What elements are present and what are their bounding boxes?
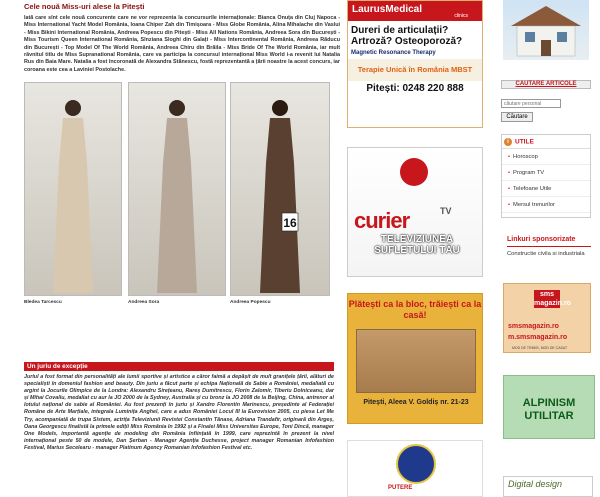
jury-heading: Un juriu de excepție bbox=[24, 362, 334, 371]
laurus-medical-ad[interactable] bbox=[347, 0, 483, 128]
utile-item-mersul-trenurilor[interactable]: • Mersul trenurilor bbox=[502, 197, 590, 213]
bloc-title: Plătești ca la bloc, trăiești ca la casă! bbox=[348, 299, 482, 320]
info-icon: i bbox=[504, 138, 512, 146]
sponsored-link[interactable]: Constructie civila si industriala bbox=[507, 251, 585, 257]
photo-gallery bbox=[24, 82, 340, 312]
search-button[interactable]: Căutare bbox=[501, 112, 533, 122]
bloc-ad[interactable] bbox=[347, 293, 483, 424]
house-ad-image[interactable] bbox=[503, 0, 589, 60]
utile-item-program-tv[interactable]: • Program TV bbox=[502, 165, 590, 181]
sponsored-links-divider bbox=[507, 246, 591, 247]
sms-line-2: m.smsmagazin.ro bbox=[508, 334, 568, 341]
laurus-brand-name: LaurusMedical bbox=[352, 4, 423, 15]
photo-3[interactable] bbox=[230, 82, 330, 296]
putere-logo-icon bbox=[396, 444, 436, 484]
sms-magazin-ad[interactable] bbox=[503, 283, 591, 353]
sidebar bbox=[497, 0, 600, 497]
sms-line-1: smsmagazin.ro bbox=[508, 323, 559, 330]
utile-box bbox=[501, 134, 591, 218]
ads-column bbox=[347, 0, 485, 497]
laurus-brand bbox=[348, 1, 482, 21]
sms-logo: sms magazin.ro bbox=[534, 291, 571, 307]
photo-caption-3: Andreea Popescu bbox=[230, 300, 271, 306]
photo-caption-1: Bledea Tarcescu bbox=[24, 300, 62, 306]
alpinism-ad[interactable] bbox=[503, 375, 595, 439]
building-image bbox=[356, 329, 476, 393]
laurus-mrt: Magnetic Resonance Therapy bbox=[351, 50, 436, 56]
search-input[interactable] bbox=[501, 99, 561, 108]
laurus-therapy: Terapie Unică în România MBST bbox=[348, 59, 482, 81]
putere-ad[interactable] bbox=[347, 440, 483, 497]
curier-logo-icon bbox=[400, 158, 428, 186]
utile-heading bbox=[502, 135, 590, 149]
alpinism-text: ALPINISM UTILITAR bbox=[522, 397, 576, 422]
sms-line-3: MOD DE TRIMIS, MOD DE CASAT bbox=[512, 346, 568, 350]
search-section-heading: CAUTARE ARTICOLE bbox=[501, 80, 591, 89]
photo-2[interactable] bbox=[128, 82, 226, 296]
main-column bbox=[24, 0, 340, 497]
sponsored-links-heading: Linkuri sponsorizate bbox=[507, 236, 576, 243]
utile-heading-label: UTILE bbox=[515, 138, 534, 146]
jury-body: Juriul a fost format din personalități ale lumii sportive și artistice a căror faimă a depășit de mult granițele țării, alături de specialiști în domeniul fashion and beauty. Din juriu a făcut parte și echipa Națională de Sabie a României, medaliată cu argint la Jocurile Olimpice de la Londra: Alexandru Sirețeanu, Rareș Dumitrescu, Florin Zalomir, Tiberiu Dolniceanu, dar și Mihai Covaliu, medaliat cu aur la JO 2000 de la Sydney, Australia și cu bronz la JO 2008 de la Beijing, China, antrenor al lotului național de sabie al României. Au fost prezenți în juriu și Xandro Florentin Marinescu, președinte al Federației Române de Arte Marțiale, integrala Luminița Anghel, care a adus României Locul III la Eurovision 2005, cu piesa Let Me Try, acompaniată de trupa Sistem, actrița Televiziunii Revistei Constantin Tănase, Adriana Trandafir, originară din Argeș, Oana Georgescu finalistă la primele ediții Miss România în 1992 și a Finalei Miss Universitas Europe, Toni Dincă, manager One Models, importantă agenție de modeling din România înființată în 1999, care reprezintă în prezent la nivel internațional peste 50 de modele, Dan Șerban - Manager Agenția Duchesse, project manager Romanian Infofashion Festival, Marius Secelearu - manager Platinum Agency Romanian Infofashion Festival etc. bbox=[24, 374, 334, 451]
photo-1[interactable] bbox=[24, 82, 122, 296]
curier-tv: TV bbox=[440, 206, 452, 216]
bloc-address: Pitești, Aleea V. Goldiș nr. 21-23 bbox=[363, 399, 469, 406]
laurus-phone: Pitești: 0248 220 888 bbox=[366, 83, 464, 94]
curier-tv-ad[interactable] bbox=[347, 147, 483, 277]
utile-item-horoscop[interactable]: • Horoscop bbox=[502, 149, 590, 165]
laurus-question: Dureri de articulații? Artroză? Osteoporoză? bbox=[351, 25, 463, 47]
putere-text: PUTERE bbox=[388, 485, 413, 491]
article-title[interactable]: Cele nouă Miss-uri alese la Pitești bbox=[24, 2, 145, 11]
article-body: Iată care sînt cele nouă concurente care ne vor reprezenta la concursurile internaționale: Bianca Onuța din Cluj Napoca - Miss International Yacht Model România, Ioana Chiper Zah din Timișoara - Miss Globe România, Alina Mihalache din Vaslui - Miss Bikini International România, Andreea Popescu din Pitești - Miss All Nations România, Andreea Sora din București - Miss Tourism Queen International România, Sînziana Sloghi din Galați - Miss Intercontinental România, Andreea Răducu din București - Top Model Of The World România, Andreea Chiru din Brăila - Miss Bride Of The World România, iar mult râvnitul titlu de Miss Supranational România, care va participa la concursul internațional Miss World i-a revenit lui Natalia Rus din Baia Mare. Natalia a fost încoronată de Alexandra Stănescu, fostă reprezentantă a țării noastre la acest concurs, iar coroana este cea a Laviniei Postolache. bbox=[24, 15, 340, 73]
utile-item-telefoane[interactable]: • Telefoane Utile bbox=[502, 181, 590, 197]
svg-text:16: 16 bbox=[283, 216, 297, 231]
laurus-brand-sub: clinics bbox=[454, 13, 468, 19]
curier-name: curier bbox=[354, 208, 410, 233]
curier-slogan: TELEVIZIUNEA SUFLETULUI TĂU bbox=[374, 234, 460, 256]
digital-design-ad[interactable]: Digital design bbox=[503, 476, 593, 497]
photo-caption-2: Andreea Sora bbox=[128, 300, 160, 306]
